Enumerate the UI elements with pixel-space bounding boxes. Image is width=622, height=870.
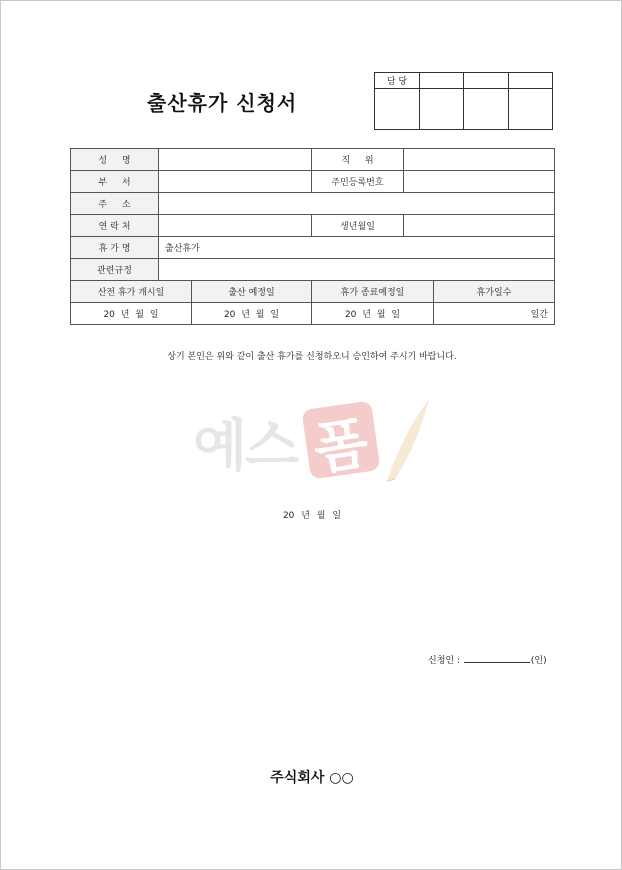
approval-header-cell: [509, 73, 553, 89]
approval-header-cell: [420, 73, 464, 89]
resident-no-field[interactable]: [404, 171, 555, 193]
dept-field[interactable]: [159, 171, 312, 193]
name-label: 성 명: [71, 149, 159, 171]
col-header-prenatal-start: 산전 휴가 개시일: [71, 281, 192, 303]
regulation-field[interactable]: [159, 259, 555, 281]
address-field[interactable]: [159, 193, 555, 215]
approval-sign-cell[interactable]: [375, 89, 420, 130]
application-form-table: [70, 148, 555, 325]
leave-days[interactable]: 일간: [434, 303, 555, 325]
address-label: 주 소: [71, 193, 159, 215]
approval-header: 담 당: [375, 73, 420, 89]
approval-sign-cell[interactable]: [420, 89, 464, 130]
applicant-name-blank[interactable]: [464, 653, 530, 663]
leave-end-date[interactable]: 20 년 월 일: [312, 303, 434, 325]
approval-sign-cell[interactable]: [509, 89, 553, 130]
svg-text:폼: 폼: [309, 410, 373, 483]
yesform-watermark-logo: [191, 393, 441, 493]
prenatal-start-date[interactable]: 20 년 월 일: [71, 303, 192, 325]
col-header-leave-end: 휴가 종료예정일: [312, 281, 434, 303]
position-label: 직 위: [312, 149, 404, 171]
resident-no-label: 주민등록번호: [312, 171, 404, 193]
application-date[interactable]: 20 년 월 일: [282, 511, 342, 521]
regulation-label: 관련규정: [71, 259, 159, 281]
leave-type-label: 휴 가 명: [71, 237, 159, 259]
birth-label: 생년월일: [312, 215, 404, 237]
approval-header-cell: [464, 73, 509, 89]
document-title: 출산휴가 신청서: [147, 91, 298, 115]
svg-text:예스: 예스: [193, 414, 298, 479]
request-statement: 상기 본인은 위와 같이 출산 휴가를 신청하오니 승인하여 주시기 바랍니다.: [167, 352, 457, 362]
seal-suffix: (인): [530, 656, 547, 666]
dept-label: 부 서: [71, 171, 159, 193]
applicant-label: 신청인 :: [428, 656, 460, 666]
col-header-due-date: 출산 예정일: [192, 281, 312, 303]
birth-field[interactable]: [404, 215, 555, 237]
position-field[interactable]: [404, 149, 555, 171]
applicant-signature-line: [428, 653, 547, 666]
name-field[interactable]: [159, 149, 312, 171]
approval-sign-cell[interactable]: [464, 89, 509, 130]
company-name: 주식회사 ○○: [270, 770, 354, 786]
contact-label: 연 락 처: [71, 215, 159, 237]
leave-type-value[interactable]: 출산휴가: [159, 237, 555, 259]
approval-box: [374, 72, 553, 130]
contact-field[interactable]: [159, 215, 312, 237]
due-date[interactable]: 20 년 월 일: [192, 303, 312, 325]
col-header-leave-days: 휴가일수: [434, 281, 555, 303]
